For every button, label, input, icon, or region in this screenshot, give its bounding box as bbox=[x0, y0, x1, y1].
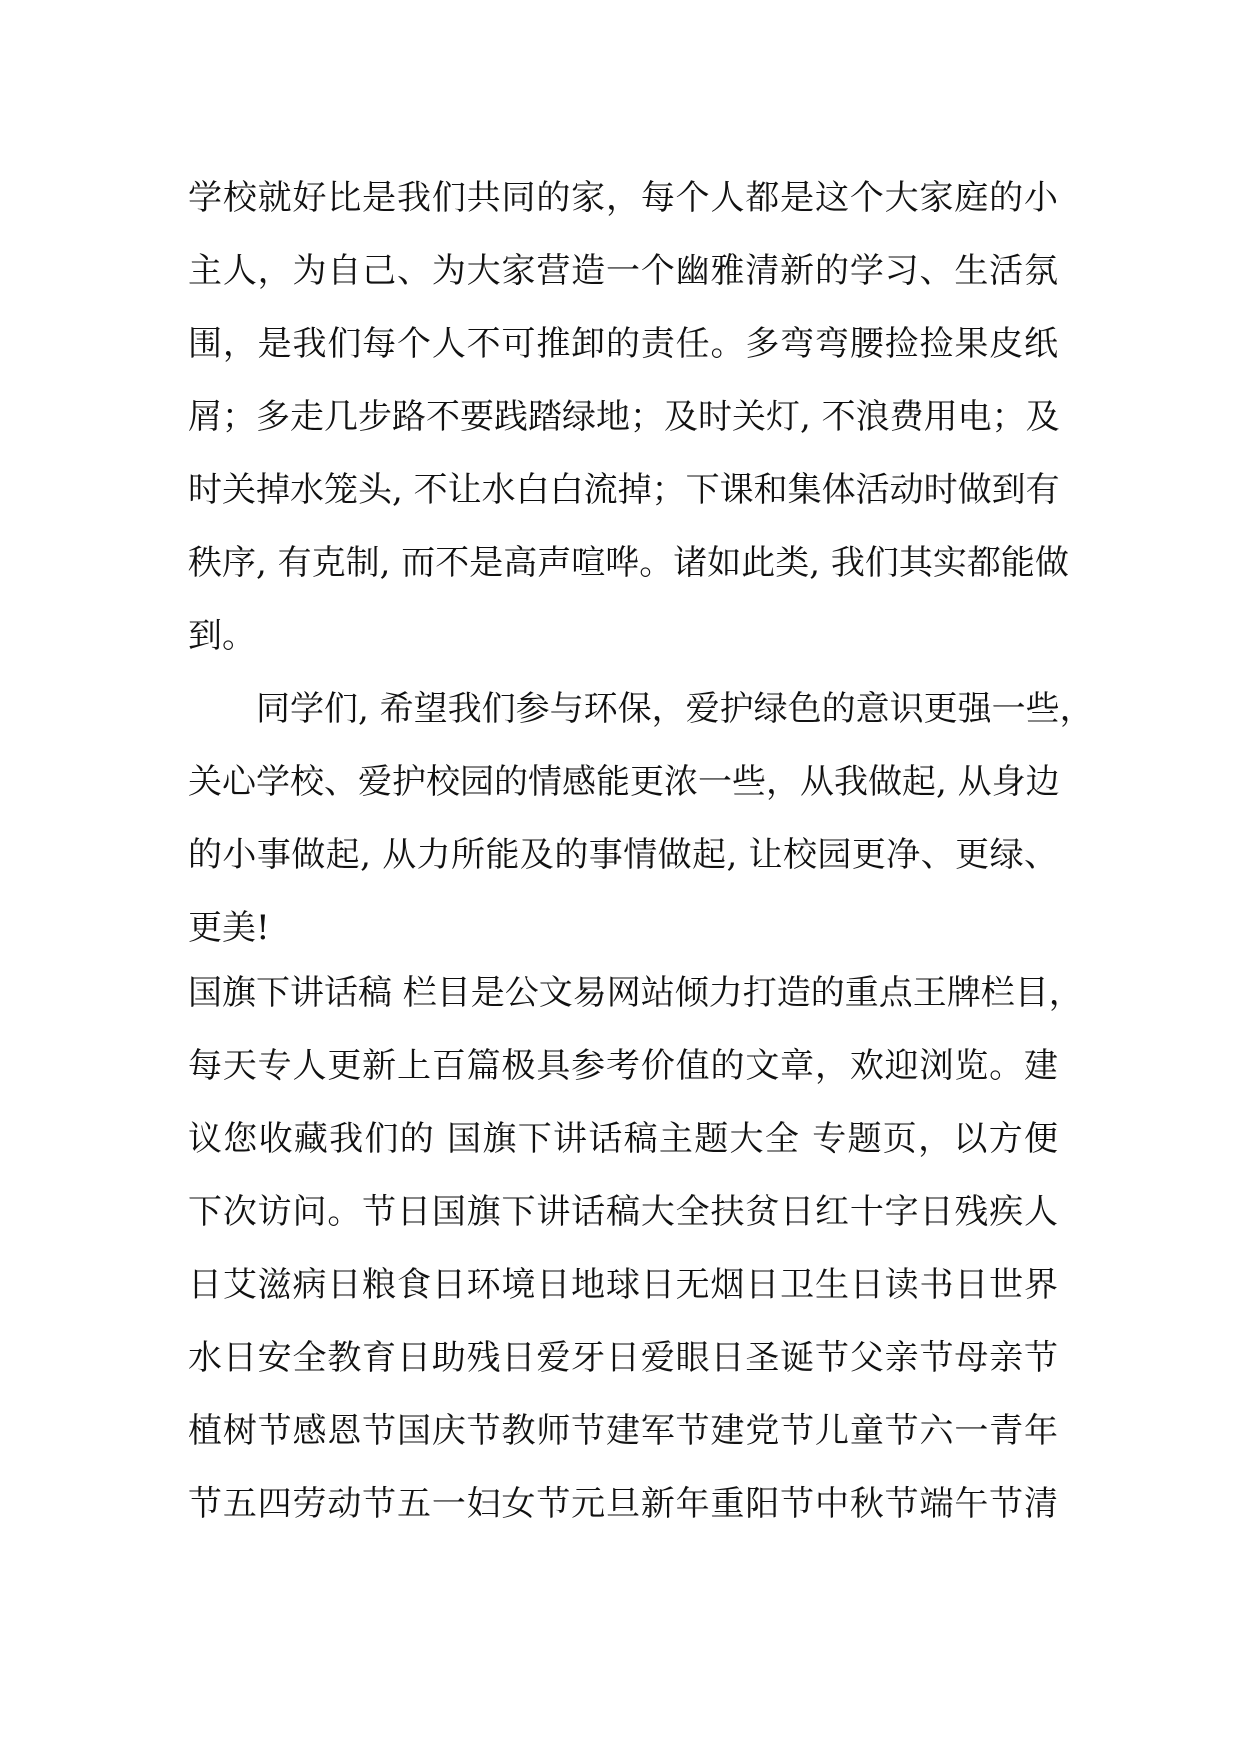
website-promo-paragraph bbox=[188, 957, 1083, 1541]
text-line: 同学们, 希望我们参与环保，爱护绿色的意识更强一些， bbox=[256, 689, 1094, 729]
paragraph-school-home bbox=[188, 162, 1069, 673]
text-line: 围，是我们每个人不可推卸的责任。多弯弯腰捡捡果皮纸 bbox=[188, 324, 1058, 364]
text-line: 植树节感恩节国庆节教师节建军节建党节儿童节六一青年 bbox=[188, 1411, 1058, 1451]
text-line: 秩序, 有克制, 而不是高声喧哗。诸如此类, 我们其实都能做 bbox=[188, 543, 1069, 583]
text-line: 更美! bbox=[188, 908, 270, 948]
text-line: 国旗下讲话稿 栏目是公文易网站倾力打造的重点王牌栏目， bbox=[188, 973, 1083, 1013]
text-line: 议您收藏我们的 国旗下讲话稿主题大全 专题页，以方便 bbox=[188, 1119, 1058, 1159]
text-line: 的小事做起, 从力所能及的事情做起, 让校园更净、更绿、 bbox=[188, 835, 1058, 875]
text-line: 日艾滋病日粮食日环境日地球日无烟日卫生日读书日世界 bbox=[188, 1265, 1058, 1305]
document-body bbox=[188, 162, 1094, 1541]
text-line: 水日安全教育日助残日爱牙日爱眼日圣诞节父亲节母亲节 bbox=[188, 1338, 1058, 1378]
text-line: 下次访问。节日国旗下讲话稿大全扶贫日红十字日残疾人 bbox=[188, 1192, 1058, 1232]
paragraph-classmates-appeal bbox=[188, 673, 1094, 965]
text-line: 关心学校、爱护校园的情感能更浓一些，从我做起, 从身边 bbox=[188, 762, 1060, 802]
text-line: 屑；多走几步路不要践踏绿地；及时关灯, 不浪费用电；及 bbox=[188, 397, 1060, 437]
text-line: 每天专人更新上百篇极具参考价值的文章，欢迎浏览。建 bbox=[188, 1046, 1058, 1086]
text-line: 节五四劳动节五一妇女节元旦新年重阳节中秋节端午节清 bbox=[188, 1484, 1058, 1524]
text-line: 主人，为自己、为大家营造一个幽雅清新的学习、生活氛 bbox=[188, 251, 1058, 291]
text-line: 时关掉水笼头, 不让水白白流掉；下课和集体活动时做到有 bbox=[188, 470, 1060, 510]
text-line: 到。 bbox=[188, 616, 256, 656]
text-line: 学校就好比是我们共同的家，每个人都是这个大家庭的小 bbox=[188, 178, 1058, 218]
